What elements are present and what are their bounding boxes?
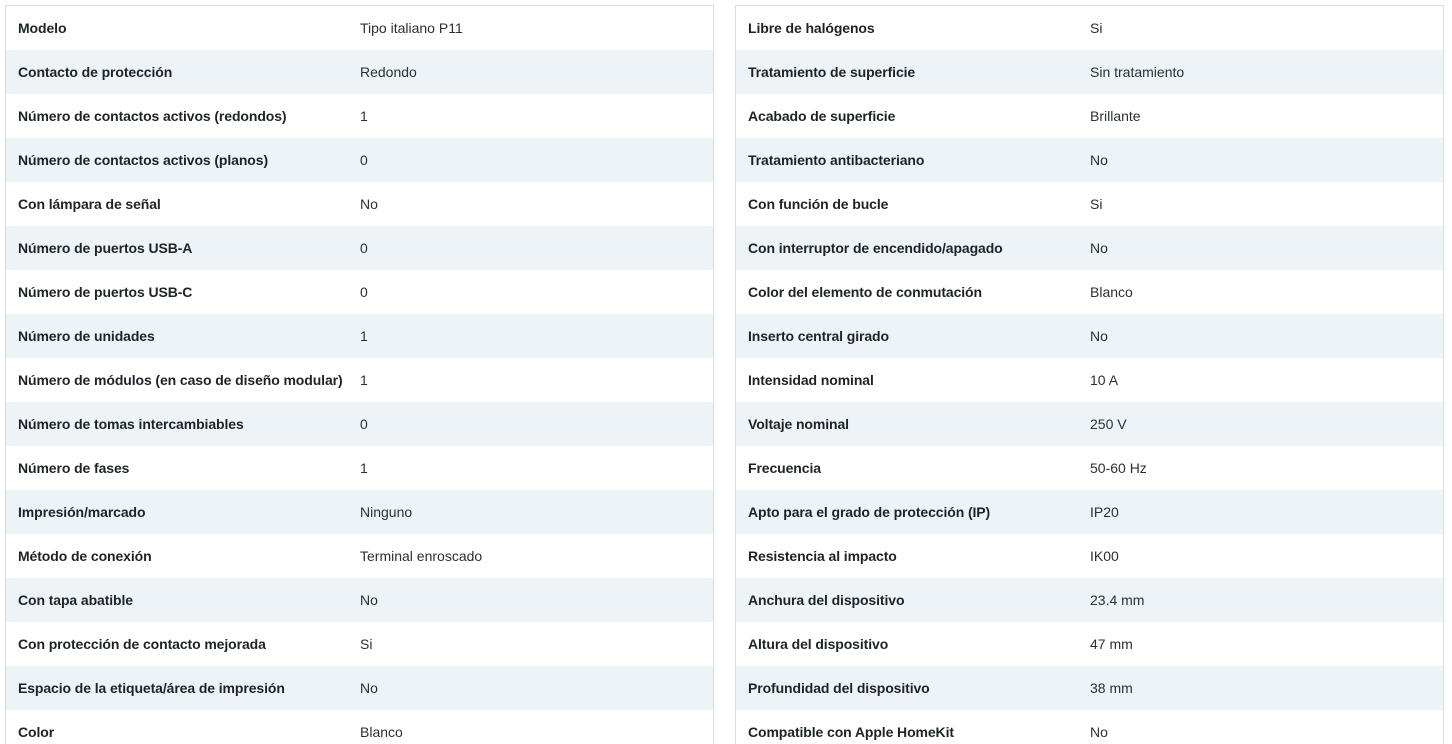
spec-label: Método de conexión <box>18 548 152 564</box>
spec-label: Con protección de contacto mejorada <box>18 636 266 652</box>
spec-row <box>6 138 713 182</box>
spec-value: 1 <box>360 372 368 388</box>
spec-label: Acabado de superficie <box>748 108 896 124</box>
spec-row <box>736 666 1443 710</box>
spec-label: Voltaje nominal <box>748 416 849 432</box>
spec-row <box>6 666 713 710</box>
spec-row <box>736 402 1443 446</box>
spec-value: No <box>1090 240 1108 256</box>
spec-row <box>736 182 1443 226</box>
spec-row <box>6 534 713 578</box>
spec-label: Resistencia al impacto <box>748 548 897 564</box>
spec-value: 10 A <box>1090 372 1119 388</box>
spec-value: IK00 <box>1090 548 1119 564</box>
spec-row <box>6 490 713 534</box>
spec-value: No <box>360 680 378 696</box>
spec-label: Compatible con Apple HomeKit <box>748 724 954 740</box>
spec-label: Número de unidades <box>18 328 155 344</box>
spec-value: 1 <box>360 460 368 476</box>
spec-value: Redondo <box>360 64 417 80</box>
spec-row <box>736 6 1443 50</box>
spec-label: Color <box>18 724 55 740</box>
spec-value: No <box>1090 328 1108 344</box>
spec-label: Inserto central girado <box>748 328 889 344</box>
spec-row <box>736 534 1443 578</box>
spec-row <box>736 578 1443 622</box>
spec-row <box>736 138 1443 182</box>
spec-label: Apto para el grado de protección (IP) <box>748 504 991 520</box>
spec-value: Si <box>1090 20 1103 36</box>
spec-label: Contacto de protección <box>18 64 173 80</box>
spec-label: Libre de halógenos <box>748 20 875 36</box>
spec-value: 1 <box>360 108 368 124</box>
spec-label: Número de puertos USB-A <box>18 240 193 256</box>
spec-label: Número de módulos (en caso de diseño modular) <box>18 372 343 388</box>
spec-value: Ninguno <box>360 504 413 520</box>
spec-value: 0 <box>360 416 368 432</box>
spec-value: 0 <box>360 152 368 168</box>
spec-value: No <box>1090 152 1108 168</box>
spec-row <box>6 314 713 358</box>
spec-value: 23.4 mm <box>1090 592 1145 608</box>
spec-row <box>736 226 1443 270</box>
spec-value: Si <box>360 636 373 652</box>
spec-row <box>736 622 1443 666</box>
spec-row <box>736 50 1443 94</box>
spec-value: Tipo italiano P11 <box>360 20 463 36</box>
spec-label: Profundidad del dispositivo <box>748 680 930 696</box>
spec-value: Blanco <box>360 724 403 740</box>
spec-value: IP20 <box>1090 504 1119 520</box>
spec-row <box>6 358 713 402</box>
spec-value: 0 <box>360 240 368 256</box>
spec-value: 47 mm <box>1090 636 1133 652</box>
spec-value: 1 <box>360 328 368 344</box>
spec-label: Con interruptor de encendido/apagado <box>748 240 1003 256</box>
spec-row <box>736 490 1443 534</box>
spec-row <box>6 270 713 314</box>
spec-row <box>6 226 713 270</box>
spec-label: Color del elemento de conmutación <box>748 284 982 300</box>
spec-value: Blanco <box>1090 284 1133 300</box>
spec-row <box>736 94 1443 138</box>
spec-row <box>736 270 1443 314</box>
spec-row <box>6 94 713 138</box>
spec-value: 0 <box>360 284 368 300</box>
spec-label: Anchura del dispositivo <box>748 592 905 608</box>
spec-row <box>6 182 713 226</box>
spec-label: Número de fases <box>18 460 130 476</box>
spec-label: Frecuencia <box>748 460 821 476</box>
spec-value: Brillante <box>1090 108 1141 124</box>
spec-value: 38 mm <box>1090 680 1133 696</box>
spec-label: Con lámpara de señal <box>18 196 161 212</box>
spec-value: No <box>1090 724 1108 740</box>
spec-row <box>736 446 1443 490</box>
spec-value: Terminal enroscado <box>360 548 483 564</box>
spec-value: Si <box>1090 196 1103 212</box>
spec-table-left <box>5 5 714 744</box>
spec-value: 50-60 Hz <box>1090 460 1147 476</box>
spec-row <box>736 314 1443 358</box>
spec-row <box>6 402 713 446</box>
spec-row <box>6 50 713 94</box>
spec-label: Modelo <box>18 20 67 36</box>
spec-label: Con tapa abatible <box>18 592 133 608</box>
spec-value: Sin tratamiento <box>1090 64 1185 80</box>
spec-label: Número de contactos activos (planos) <box>18 152 269 168</box>
spec-label: Altura del dispositivo <box>748 636 889 652</box>
spec-value: 250 V <box>1090 416 1127 432</box>
spec-label: Con función de bucle <box>748 196 889 212</box>
spec-label: Tratamiento de superficie <box>748 64 916 80</box>
spec-value: No <box>360 196 378 212</box>
spec-row <box>6 446 713 490</box>
spec-row <box>6 622 713 666</box>
spec-label: Espacio de la etiqueta/área de impresión <box>18 680 285 696</box>
spec-row <box>736 358 1443 402</box>
spec-label: Intensidad nominal <box>748 372 874 388</box>
spec-row <box>6 710 713 744</box>
spec-row <box>736 710 1443 744</box>
spec-label: Número de puertos USB-C <box>18 284 193 300</box>
spec-label: Tratamiento antibacteriano <box>748 152 925 168</box>
spec-label: Número de contactos activos (redondos) <box>18 108 287 124</box>
spec-label: Impresión/marcado <box>18 504 146 520</box>
spec-value: No <box>360 592 378 608</box>
spec-table-right <box>735 5 1444 744</box>
spec-row <box>6 6 713 50</box>
spec-label: Número de tomas intercambiables <box>18 416 244 432</box>
spec-row <box>6 578 713 622</box>
